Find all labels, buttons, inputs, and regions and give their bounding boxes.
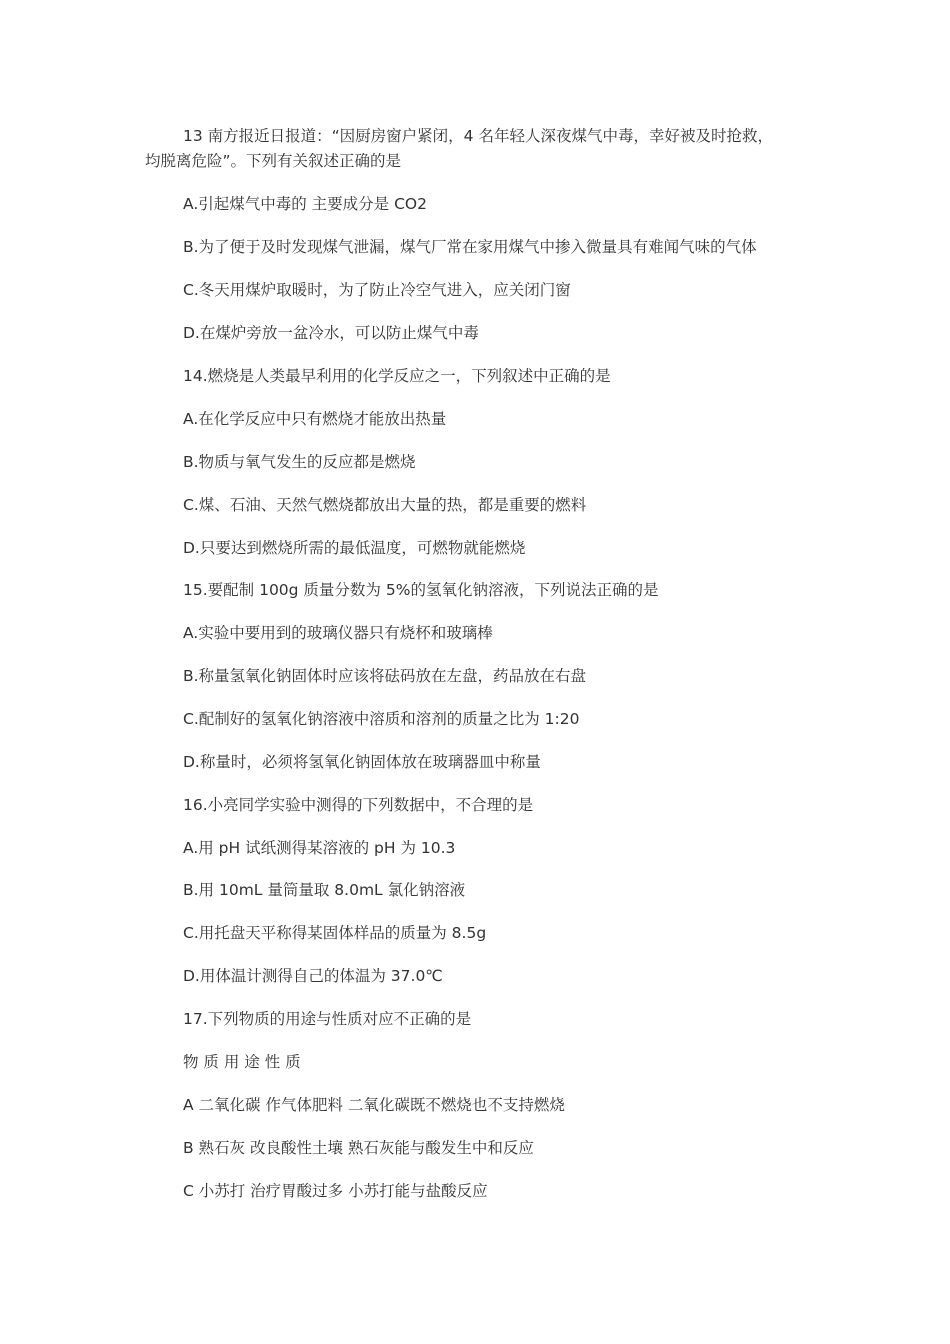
option-15c: C.配制好的氢氧化钠溶液中溶质和溶剂的质量之比为 1:20 [183,710,580,728]
option-16c: C.用托盘天平称得某固体样品的质量为 8.5g [183,924,487,942]
option-13b: B.为了便于及时发现煤气泄漏，煤气厂常在家用煤气中掺入微量具有难闻气味的气体 [183,238,757,256]
table-header-row: 物 质 用 途 性 质 [183,1053,301,1071]
option-14d: D.只要达到燃烧所需的最低温度，可燃物就能燃烧 [183,539,526,557]
table-row-b: B 熟石灰 改良酸性土壤 熟石灰能与酸发生中和反应 [183,1139,534,1157]
option-15a: A.实验中要用到的玻璃仪器只有烧杯和玻璃棒 [183,624,493,642]
option-16a: A.用 pH 试纸测得某溶液的 pH 为 10.3 [183,839,456,857]
option-16b: B.用 10mL 量筒量取 8.0mL 氯化钠溶液 [183,881,466,899]
question-17-stem: 17.下列物质的用途与性质对应不正确的是 [183,1010,472,1028]
table-row-a: A 二氧化碳 作气体肥料 二氧化碳既不燃烧也不支持燃烧 [183,1096,565,1114]
option-13a: A.引起煤气中毒的 主要成分是 CO2 [183,195,427,213]
question-16-stem: 16.小亮同学实验中测得的下列数据中，不合理的是 [183,796,534,814]
question-15-stem: 15.要配制 100g 质量分数为 5%的氢氧化钠溶液，下列说法正确的是 [183,581,659,599]
table-row-c: C 小苏打 治疗胃酸过多 小苏打能与盐酸反应 [183,1182,488,1200]
option-14c: C.煤、石油、天然气燃烧都放出大量的热，都是重要的燃料 [183,496,587,514]
option-15b: B.称量氢氧化钠固体时应该将砝码放在左盘，药品放在右盘 [183,667,587,685]
question-14-stem: 14.燃烧是人类最早利用的化学反应之一，下列叙述中正确的是 [183,367,611,385]
option-14a: A.在化学反应中只有燃烧才能放出热量 [183,410,447,428]
option-13c: C.冬天用煤炉取暖时，为了防止冷空气进入，应关闭门窗 [183,281,571,299]
option-15d: D.称量时，必须将氢氧化钠固体放在玻璃器皿中称量 [183,753,541,771]
option-14b: B.物质与氧气发生的反应都是燃烧 [183,453,416,471]
question-13-stem: 13 南方报近日报道：“因厨房窗户紧闭，4 名年轻人深夜煤气中毒，幸好被及时抢救， [183,127,773,145]
option-13d: D.在煤炉旁放一盆冷水，可以防止煤气中毒 [183,324,479,342]
question-13-stem-continued: 均脱离危险”。下列有关叙述正确的是 [145,152,402,170]
option-16d: D.用体温计测得自己的体温为 37.0℃ [183,967,443,985]
